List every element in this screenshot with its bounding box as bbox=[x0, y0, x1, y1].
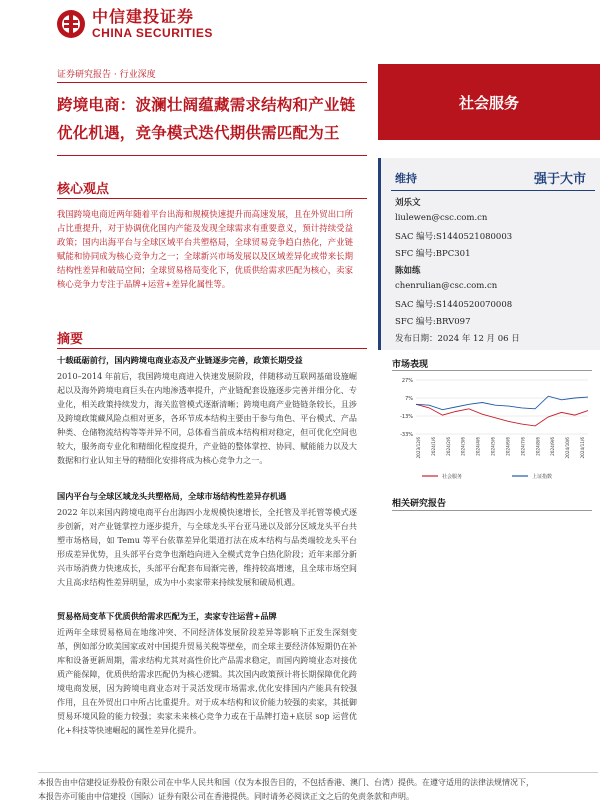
summary-section-text: 2022 年以来国内跨境电商平台出海四小龙规模快速增长，全托管及半托管等模式逐步创新，对产业链掌控力逐步提升，与全球龙头平台亚马逊以及部分区域龙头平台共塑市场格局，如 Temu 等平台依靠差异化渠道打法在成本结构与品类端较龙头平台形成差异优势，且头部平台竞争也渐趋向进入全模式竞争白热化阶段；近年来部分新兴市场消费力快速成长，头部平台配套布局渐完善，维持较高增速，且全球市场空间大且高求结构性差异明显，成为中小卖家带来持续发展和破局机遇。 bbox=[57, 507, 357, 587]
analyst-name: 陈如练 bbox=[395, 266, 421, 276]
analyst-sfc: SFC 编号:BPC301 bbox=[395, 249, 471, 259]
rating-sidebar bbox=[378, 158, 600, 350]
chart-legend-label: 上证指数 bbox=[532, 474, 553, 480]
market-performance-chart bbox=[392, 372, 592, 482]
divider bbox=[57, 198, 367, 199]
chart-xtick-label: 2024/11/6 bbox=[580, 437, 585, 459]
analyst-name: 刘乐文 bbox=[395, 198, 421, 208]
chart-series-line bbox=[416, 404, 588, 426]
core-view-text: 我国跨境电商近两年随着平台出海和规模快速提升而高速发展，且在外贸出口所占比重提升，对于协调优化国内产能及发现全球需求有重要意义，预计持续受益政策；国内出海平台与全球区域平台共塑格局，全球贸易竞争趋白热化，产业链赋能和协同成为核心竞争力之一；全球新兴市场发展以及区域差异化或带来长期结构性差异和破局空间；全球贸易格局变化下，优质供给需求匹配为核心，卖家核心竞争力专注于品牌+运营+差异化属性等。 bbox=[57, 209, 353, 289]
analyst-sfc: SFC 编号:BRV097 bbox=[395, 317, 471, 327]
disclaimer-line: 本报告由中信建投证券股份有限公司在中华人民共和国（仅为本报告目的，不包括香港、澳门、台湾）提供。在遵守适用的法律法规情况下， bbox=[38, 778, 534, 787]
analyst-email[interactable]: chenrulian@csc.com.cn bbox=[395, 281, 498, 291]
analyst-sac: SAC 编号:S1440520070008 bbox=[395, 300, 513, 310]
chart-ytick-label: 27% bbox=[401, 378, 413, 384]
csc-logo-icon bbox=[56, 9, 86, 39]
chart-xtick-label: 2024/4/6 bbox=[475, 437, 481, 456]
divider bbox=[391, 190, 595, 191]
summary-heading: 摘要 bbox=[57, 332, 84, 347]
chart-xtick-label: 2024/10/6 bbox=[565, 437, 571, 459]
report-title-line1: 跨境电商：波澜壮阔蕴藏需求结构和产业链 bbox=[57, 96, 356, 114]
chart-xtick-label: 2024/1/6 bbox=[430, 437, 436, 456]
chart-xtick-label: 2024/8/6 bbox=[535, 437, 541, 456]
core-view-heading: 核心观点 bbox=[57, 182, 110, 197]
chart-xtick-label: 2023/12/6 bbox=[416, 437, 421, 459]
logo-name-en: CHINA SECURITIES bbox=[92, 26, 213, 40]
summary-section-text: 2010–2014 年前后，我国跨境电商进入快速发展阶段，伴随移动互联网基础设施崛起以及海外跨境电商巨头在内地渗透率提升，产业链配套设施逐步完善并细分化、专业化，相关政策持续发力，海关监管模式逐渐清晰；跨境电商产业链链条较长，且涉及跨境政策藏风险点相对更多，各环节成本结构主要由于参与角色、平台模式、产品种类、仓储物流结构等等并异不同，总体看当前成本结构相对稳定，但可优化空间也较大，服务商专业化和精细化程度提升，产业链的整体掌控、协同、赋能能力以及大数据和行业认知主导的精细化安排将成为核心竞争力之一。 bbox=[57, 371, 357, 465]
company-logo bbox=[56, 8, 213, 40]
summary-section-head: 十载砥砺前行，国内跨境电商业态及产业链逐步完善，政策长期受益 bbox=[57, 355, 303, 365]
chart-ytick-label: -13% bbox=[400, 414, 413, 420]
summary-section-head: 贸易格局变革下优质供给需求匹配为王，卖家专注运营+品牌 bbox=[57, 611, 277, 621]
chart-xtick-label: 2024/3/6 bbox=[460, 437, 466, 456]
rating-view: 强于大市 bbox=[533, 172, 586, 187]
chart-xtick-label: 2024/6/6 bbox=[505, 437, 511, 456]
market-performance-title: 市场表现 bbox=[392, 360, 429, 370]
divider bbox=[392, 370, 592, 371]
rating-label: 维持 bbox=[395, 172, 417, 185]
summary-section-head: 国内平台与全球区域龙头共塑格局，全球市场结构性差异存机遇 bbox=[57, 491, 287, 501]
divider bbox=[392, 510, 592, 511]
sector-badge bbox=[378, 64, 600, 140]
report-title-line2: 优化机遇，竞争模式迭代期供需匹配为王 bbox=[57, 124, 340, 142]
analyst-email[interactable]: liulewen@csc.com.cn bbox=[395, 213, 488, 223]
disclaimer-line: 本报告亦可能由中信建投（国际）证券有限公司在香港提供。同时请务必阅读正文之后的免责条款和声明。 bbox=[38, 792, 414, 800]
chart-legend-label: 社会服务 bbox=[442, 474, 463, 480]
chart-xtick-label: 2024/9/6 bbox=[550, 437, 556, 456]
chart-xtick-label: 2024/2/6 bbox=[445, 437, 451, 456]
divider bbox=[57, 82, 367, 83]
disclaimer bbox=[38, 776, 598, 800]
summary-section-text: 近两年全球贸易格局在地缘冲突、不同经济体发展阶段差异等影响下正发生深刻变革，例如部分欧美国家或对中国提升贸易关税等壁垒，而全球主要经济体短期仍在补库和设备更新周期，需求结构尤其对高性价比产品需求稳定，而国内跨境业态对接优质产能保障，优质供给需求匹配仍为核心逻辑。其次国内政策预计将长期保障优化跨境电商发展，因为跨境电商业态对于灵活发现市场需求,优化安排国内产能具有较强作用，且在外贸出口中所占比重提升。对于成本结构和议价能力较强的卖家，其抵御贸易环境风险的能力较强；卖家未来核心竞争力或在于品牌打造+底层 sop 运营优化+科技等快速崛起的属性差异化提升。 bbox=[57, 627, 357, 735]
divider bbox=[38, 772, 598, 773]
sector-label: 社会服务 bbox=[458, 93, 519, 112]
report-type: 证券研究报告 · 行业深度 bbox=[57, 70, 156, 80]
logo-name-cn: 中信建投证券 bbox=[92, 7, 195, 26]
analyst-sac: SAC 编号:S1440521080003 bbox=[395, 232, 513, 242]
divider bbox=[57, 348, 367, 349]
publish-date: 发布日期：2024 年 12 月 06 日 bbox=[395, 334, 520, 344]
related-reports-title: 相关研究报告 bbox=[392, 499, 447, 509]
chart-xtick-label: 2024/5/6 bbox=[490, 437, 496, 456]
chart-ytick-label: -33% bbox=[400, 432, 413, 438]
chart-ytick-label: 7% bbox=[405, 396, 413, 402]
divider bbox=[57, 155, 367, 156]
chart-xtick-label: 2024/7/6 bbox=[520, 437, 526, 456]
